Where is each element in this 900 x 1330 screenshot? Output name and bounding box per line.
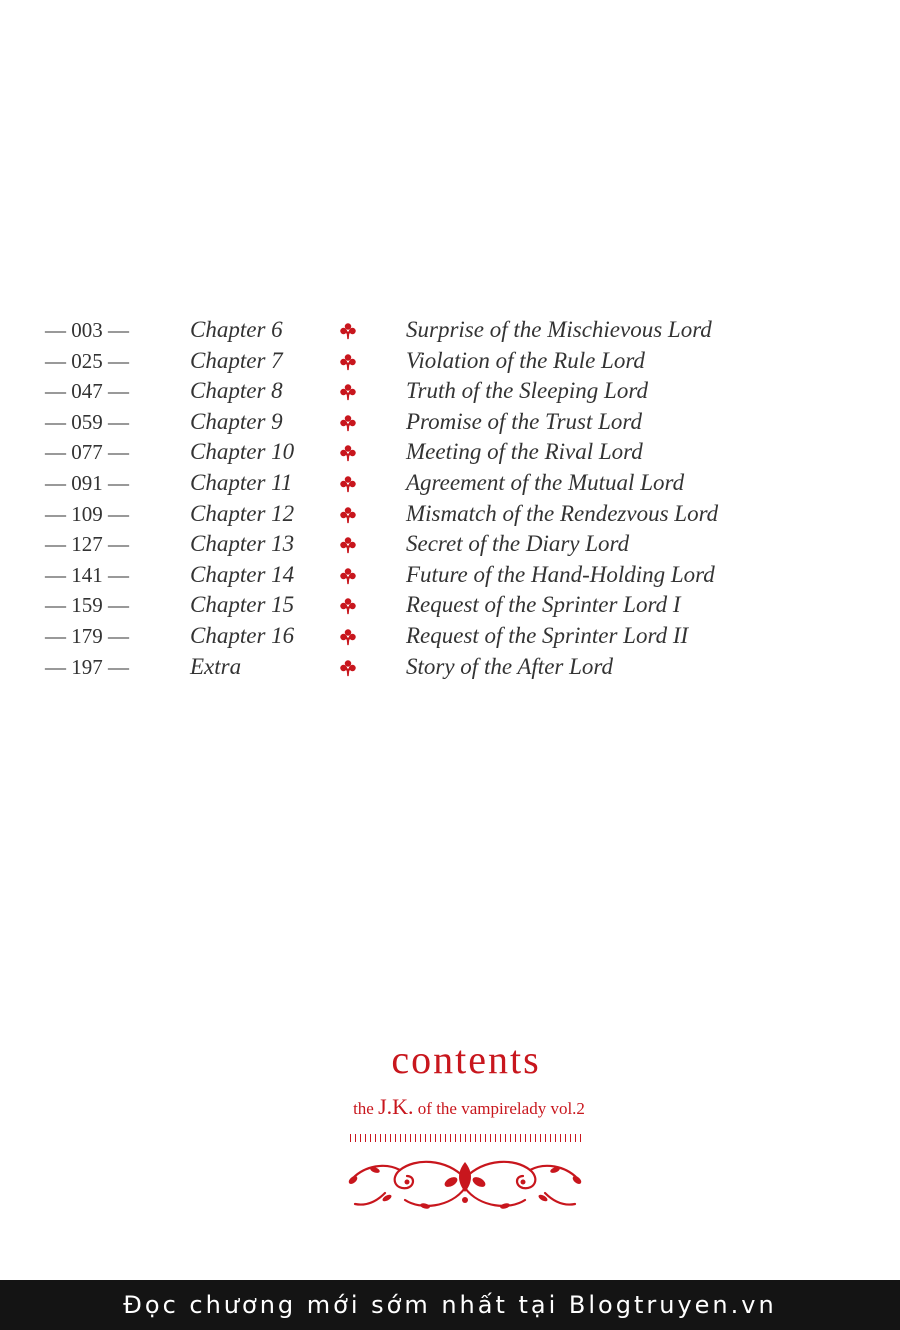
toc-chapter-title: Meeting of the Rival Lord <box>406 439 643 465</box>
fleur-de-lis-icon <box>339 414 357 432</box>
toc-chapter-title: Mismatch of the Rendezvous Lord <box>406 500 719 526</box>
toc-page-number: — 109 — <box>45 501 129 526</box>
toc-row <box>0 590 900 620</box>
toc-row <box>0 407 900 437</box>
toc-chapter-title: Request of the Sprinter Lord I <box>406 592 681 618</box>
toc-page-number: — 077 — <box>45 440 129 465</box>
toc-row <box>0 652 900 682</box>
subtitle-prefix: the <box>353 1099 374 1118</box>
toc-row <box>0 315 900 345</box>
toc-page-number: — 047 — <box>45 379 129 404</box>
toc-page-number: — 141 — <box>45 562 129 587</box>
toc-chapter-label: Chapter 12 <box>190 500 295 526</box>
toc-chapter-label: Chapter 7 <box>190 347 283 373</box>
subtitle-jk: J.K. <box>378 1094 414 1119</box>
footer-banner <box>0 1280 900 1330</box>
fleur-de-lis-icon <box>339 322 357 340</box>
contents-heading: contents <box>391 1037 541 1082</box>
toc-chapter-title: Future of the Hand-Holding Lord <box>406 561 715 587</box>
toc-page-number: — 059 — <box>45 409 129 434</box>
fleur-de-lis-icon <box>339 444 357 462</box>
toc-page-number: — 197 — <box>45 654 129 679</box>
toc-chapter-title: Request of the Sprinter Lord II <box>406 623 689 648</box>
toc-chapter-title: Story of the After Lord <box>406 653 613 679</box>
toc-page-number: — 091 — <box>45 471 129 495</box>
toc-chapter-title: Promise of the Trust Lord <box>406 408 642 434</box>
floral-flourish-icon <box>345 1148 585 1218</box>
subtitle-suffix: of the vampirelady vol.2 <box>417 1099 585 1118</box>
toc-page-number: — 025 — <box>45 348 129 373</box>
toc-chapter-title: Surprise of the Mischievous Lord <box>406 317 712 342</box>
fleur-de-lis-icon <box>339 536 357 554</box>
toc-page-number: — 179 — <box>45 624 129 648</box>
toc-page-number: — 127 — <box>45 532 129 557</box>
toc-chapter-label: Chapter 6 <box>190 317 283 342</box>
toc-chapter-label: Chapter 14 <box>190 561 295 587</box>
fleur-de-lis-icon <box>339 628 357 646</box>
toc-chapter-label: Chapter 16 <box>190 623 295 648</box>
toc-row <box>0 346 900 376</box>
dotted-divider <box>350 1134 582 1142</box>
volume-subtitle <box>0 1094 900 1120</box>
toc-chapter-label: Chapter 10 <box>190 439 295 465</box>
fleur-de-lis-icon <box>339 597 357 615</box>
toc-row <box>0 376 900 406</box>
toc-page-number: — 159 — <box>45 593 129 618</box>
fleur-de-lis-icon <box>339 353 357 371</box>
toc-chapter-label: Chapter 8 <box>190 378 283 404</box>
toc-chapter-label: Chapter 15 <box>190 592 295 618</box>
fleur-de-lis-icon <box>339 567 357 585</box>
toc-chapter-label: Extra <box>190 653 242 679</box>
fleur-de-lis-icon <box>339 383 357 401</box>
toc-row <box>0 499 900 529</box>
toc-chapter-label: Chapter 11 <box>190 470 293 495</box>
toc-row <box>0 621 900 651</box>
toc-chapter-title: Truth of the Sleeping Lord <box>406 378 648 404</box>
toc-row <box>0 560 900 590</box>
toc-row <box>0 529 900 559</box>
toc-chapter-title: Agreement of the Mutual Lord <box>406 470 685 495</box>
toc-row <box>0 437 900 467</box>
toc-chapter-title: Violation of the Rule Lord <box>406 347 645 373</box>
fleur-de-lis-icon <box>339 659 357 677</box>
toc-chapter-label: Chapter 9 <box>190 408 283 434</box>
toc-page-number: — 003 — <box>45 318 129 342</box>
toc-chapter-label: Chapter 13 <box>190 531 295 557</box>
footer-text: Đọc chương mới sớm nhất tại Blogtruyen.vn <box>123 1291 777 1319</box>
toc-chapter-title: Secret of the Diary Lord <box>406 531 630 557</box>
toc-row <box>0 468 900 498</box>
fleur-de-lis-icon <box>339 475 357 493</box>
fleur-de-lis-icon <box>339 506 357 524</box>
